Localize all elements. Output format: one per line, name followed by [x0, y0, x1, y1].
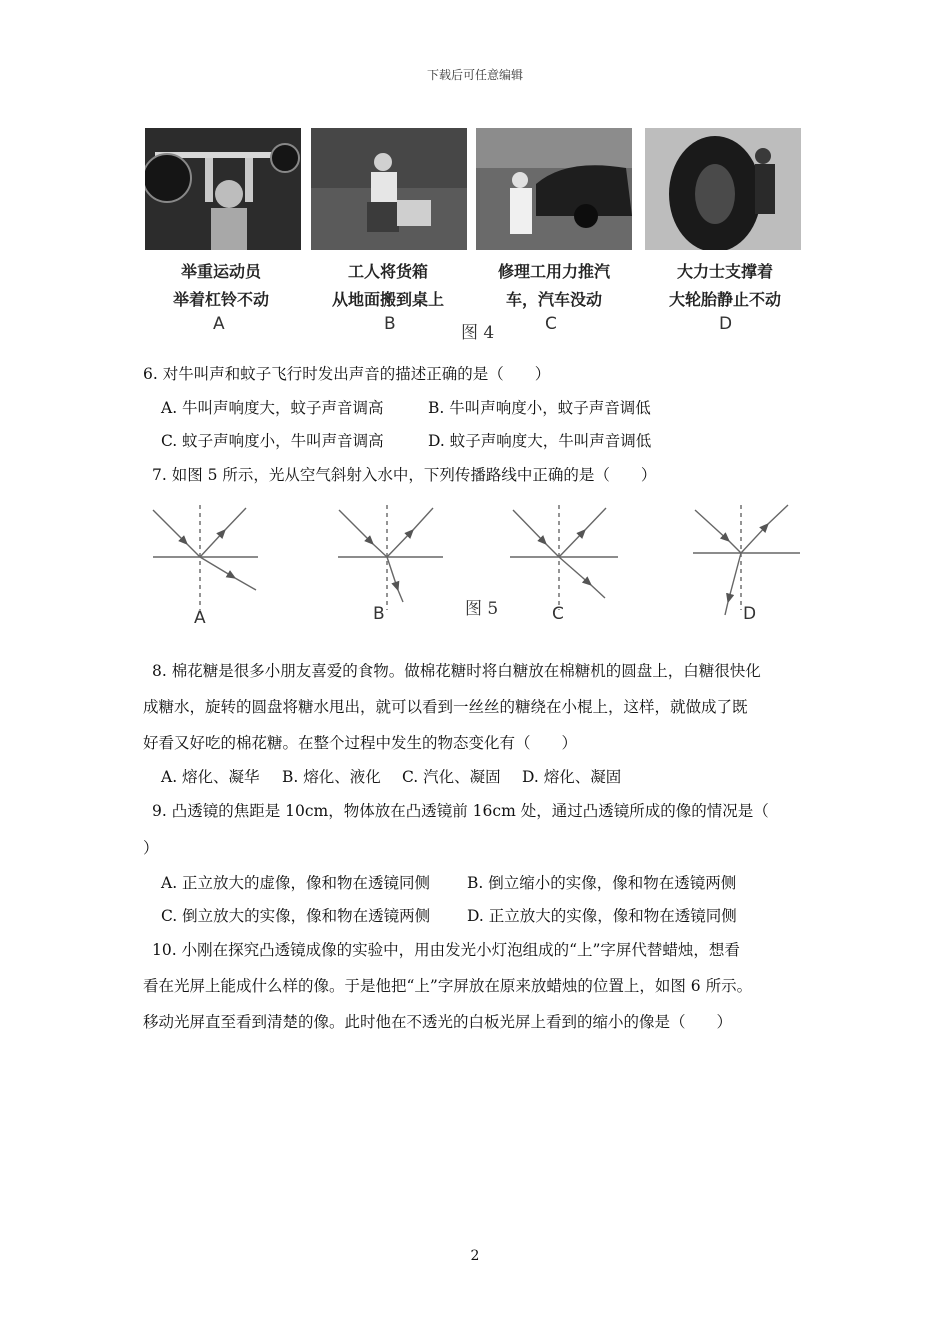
figure4-label: 图 4: [461, 323, 495, 343]
figure4-letter-a: A: [213, 314, 225, 334]
q8-line1: 8. 棉花糖是很多小朋友喜爱的食物。做棉花糖时将白糖放在棉糖机的圆盘上，白糖很快化: [152, 662, 761, 680]
figure4-letter-c: C: [545, 314, 557, 334]
weightlifter-photo: [145, 128, 301, 250]
strongman-photo: [645, 128, 801, 250]
q6-option-c: C. 蚊子声响度小，牛叫声音调高: [161, 432, 384, 450]
figure5-letter-b: B: [373, 604, 385, 624]
q9-option-c: C. 倒立放大的实像，像和物在透镜两侧: [161, 907, 431, 925]
q8-option-b: B. 熔化、液化: [282, 768, 381, 786]
caption-a-line1: 举重运动员: [180, 262, 261, 281]
q10-line1: 10. 小刚在探究凸透镜成像的实验中，用由发光小灯泡组成的“上”字屏代替蜡烛，想看: [152, 941, 740, 959]
page-number: 2: [470, 1248, 480, 1264]
page-header: 下载后可任意编辑: [426, 68, 523, 82]
q6-option-d: D. 蚊子声响度大，牛叫声音调低: [428, 432, 652, 450]
q10-line3: 移动光屏直至看到清楚的像。此时他在不透光的白板光屏上看到的缩小的像是（ ）: [143, 1013, 733, 1031]
caption-d-line2: 大轮胎静止不动: [668, 290, 781, 309]
q8-line2: 成糖水，旋转的圆盘将糖水甩出，就可以看到一丝丝的糖绕在小棍上，这样，就做成了既: [143, 698, 748, 716]
figure-4: [143, 124, 805, 346]
caption-b-line2: 从地面搬到桌上: [331, 290, 444, 309]
q7-stem: 7. 如图 5 所示，光从空气斜射入水中，下列传播路线中正确的是（ ）: [152, 466, 657, 484]
q10-line2: 看在光屏上能成什么样的像。于是他把“上”字屏放在原来放蜡烛的位置上，如图 6 所示。: [143, 977, 753, 995]
mechanic-photo: [476, 128, 632, 250]
q6-option-a: A. 牛叫声响度大，蚊子声音调高: [161, 399, 384, 417]
diagram-b: [338, 505, 443, 610]
worker-photo: [311, 128, 467, 250]
q9-line2: ）: [143, 839, 159, 857]
q8-option-d: D. 熔化、凝固: [522, 768, 622, 786]
caption-b-line1: 工人将货箱: [347, 262, 428, 281]
figure5-letter-a: A: [194, 608, 206, 628]
diagram-d: [693, 505, 800, 615]
q9-line1: 9. 凸透镜的焦距是 10cm，物体放在凸透镜前 16cm 处，通过凸透镜所成的像的情况是（: [152, 802, 769, 820]
diagram-c: [510, 505, 618, 610]
figure4-letter-d: D: [719, 314, 733, 334]
q8-line3: 好看又好吃的棉花糖。在整个过程中发生的物态变化有（ ）: [143, 734, 578, 752]
caption-c-line2: 车，汽车没动: [505, 290, 602, 309]
caption-c-line1: 修理工用力推汽: [497, 262, 610, 281]
q9-option-b: B. 倒立缩小的实像，像和物在透镜两侧: [467, 874, 737, 892]
figure5-letter-c: C: [552, 604, 564, 624]
figure5-label: 图 5: [465, 599, 499, 619]
q6-stem: 6. 对牛叫声和蚊子飞行时发出声音的描述正确的是（ ）: [143, 365, 551, 383]
q8-option-a: A. 熔化、凝华: [161, 768, 260, 786]
caption-d-line1: 大力士支撑着: [676, 262, 773, 281]
q9-option-d: D. 正立放大的实像，像和物在透镜同侧: [467, 907, 737, 925]
diagram-a: [153, 505, 258, 610]
figure-5: [143, 500, 813, 630]
figure4-letter-b: B: [384, 314, 396, 334]
q8-option-c: C. 汽化、凝固: [402, 768, 501, 786]
q9-option-a: A. 正立放大的虚像，像和物在透镜同侧: [161, 874, 431, 892]
caption-a-line2: 举着杠铃不动: [172, 290, 269, 309]
q6-option-b: B. 牛叫声响度小，蚊子声音调低: [428, 399, 651, 417]
figure5-letter-d: D: [743, 604, 757, 624]
